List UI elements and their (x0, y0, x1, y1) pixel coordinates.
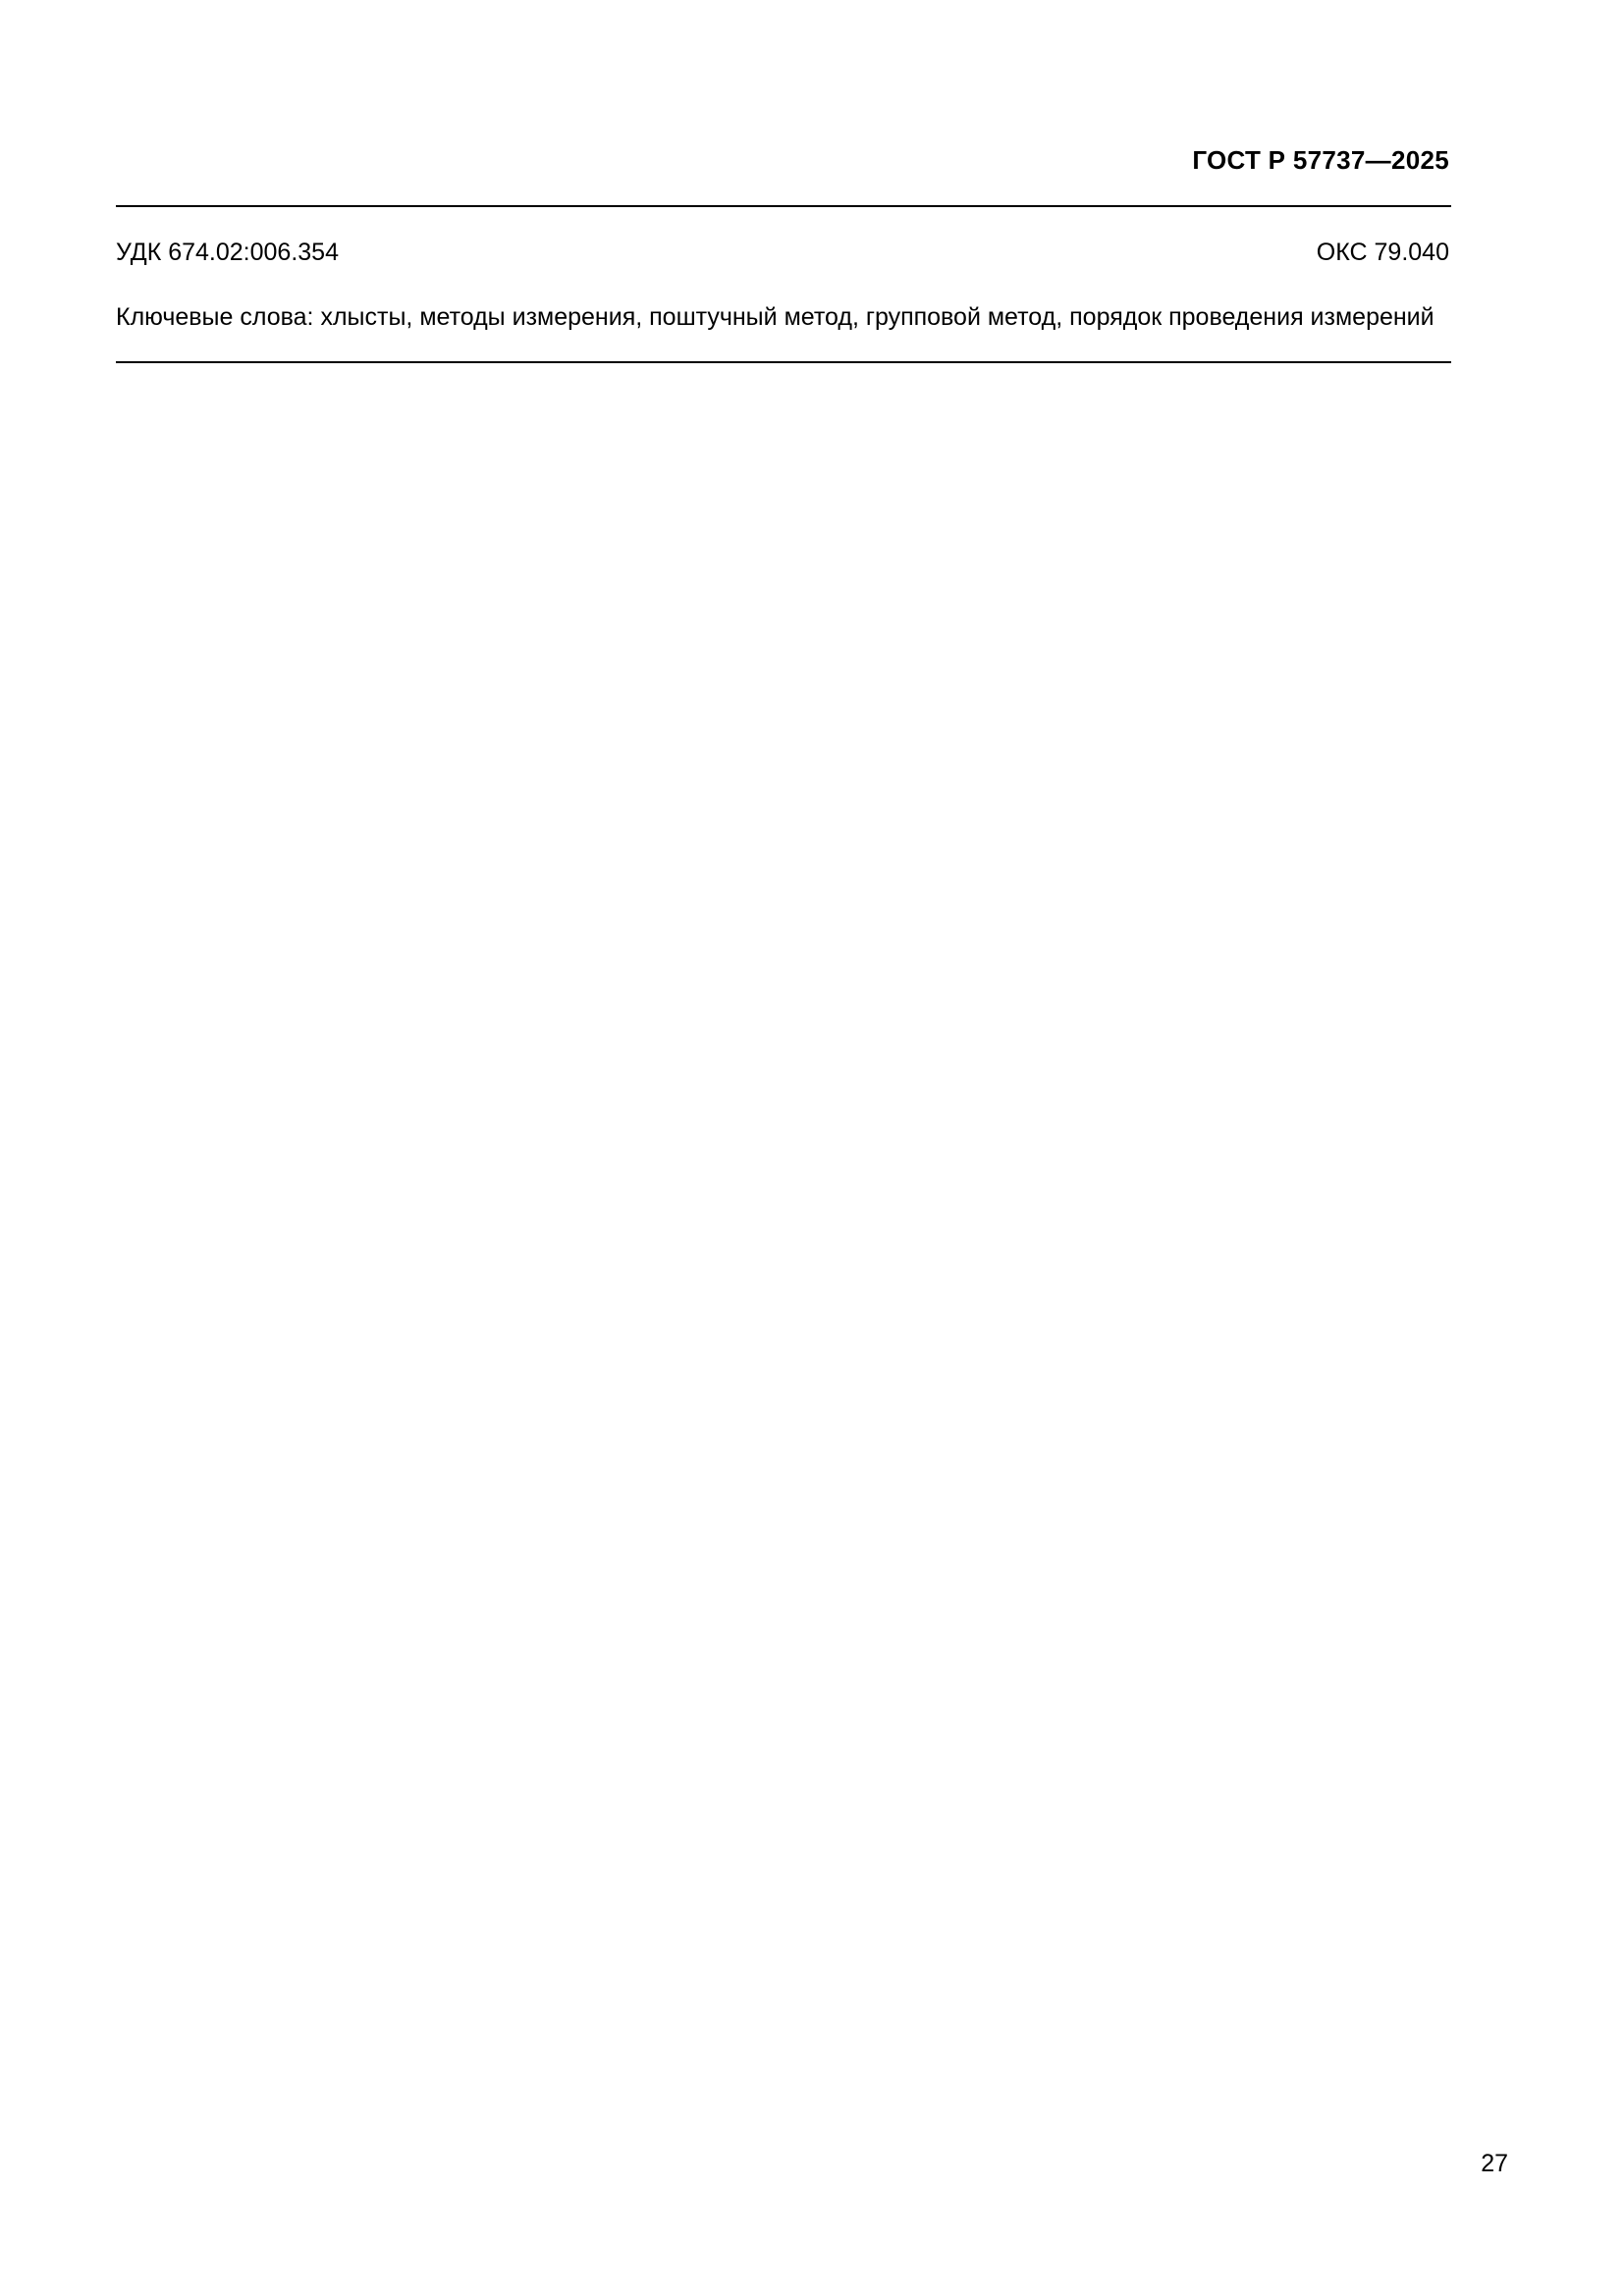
standard-designation-header: ГОСТ Р 57737—2025 (1192, 145, 1449, 175)
page-number: 27 (1481, 2150, 1508, 2177)
keywords-divider-line (116, 361, 1451, 363)
header-divider-line (116, 205, 1451, 207)
classification-codes-row (116, 239, 1451, 267)
page-content (116, 0, 1451, 363)
udk-code: УДК 674.02:006.354 (116, 239, 339, 266)
oks-code: ОКС 79.040 (1316, 239, 1449, 266)
keywords-paragraph: Ключевые слова: хлысты, методы измерения, поштучный метод, групповой метод, порядок проведения измерений (116, 303, 1435, 331)
